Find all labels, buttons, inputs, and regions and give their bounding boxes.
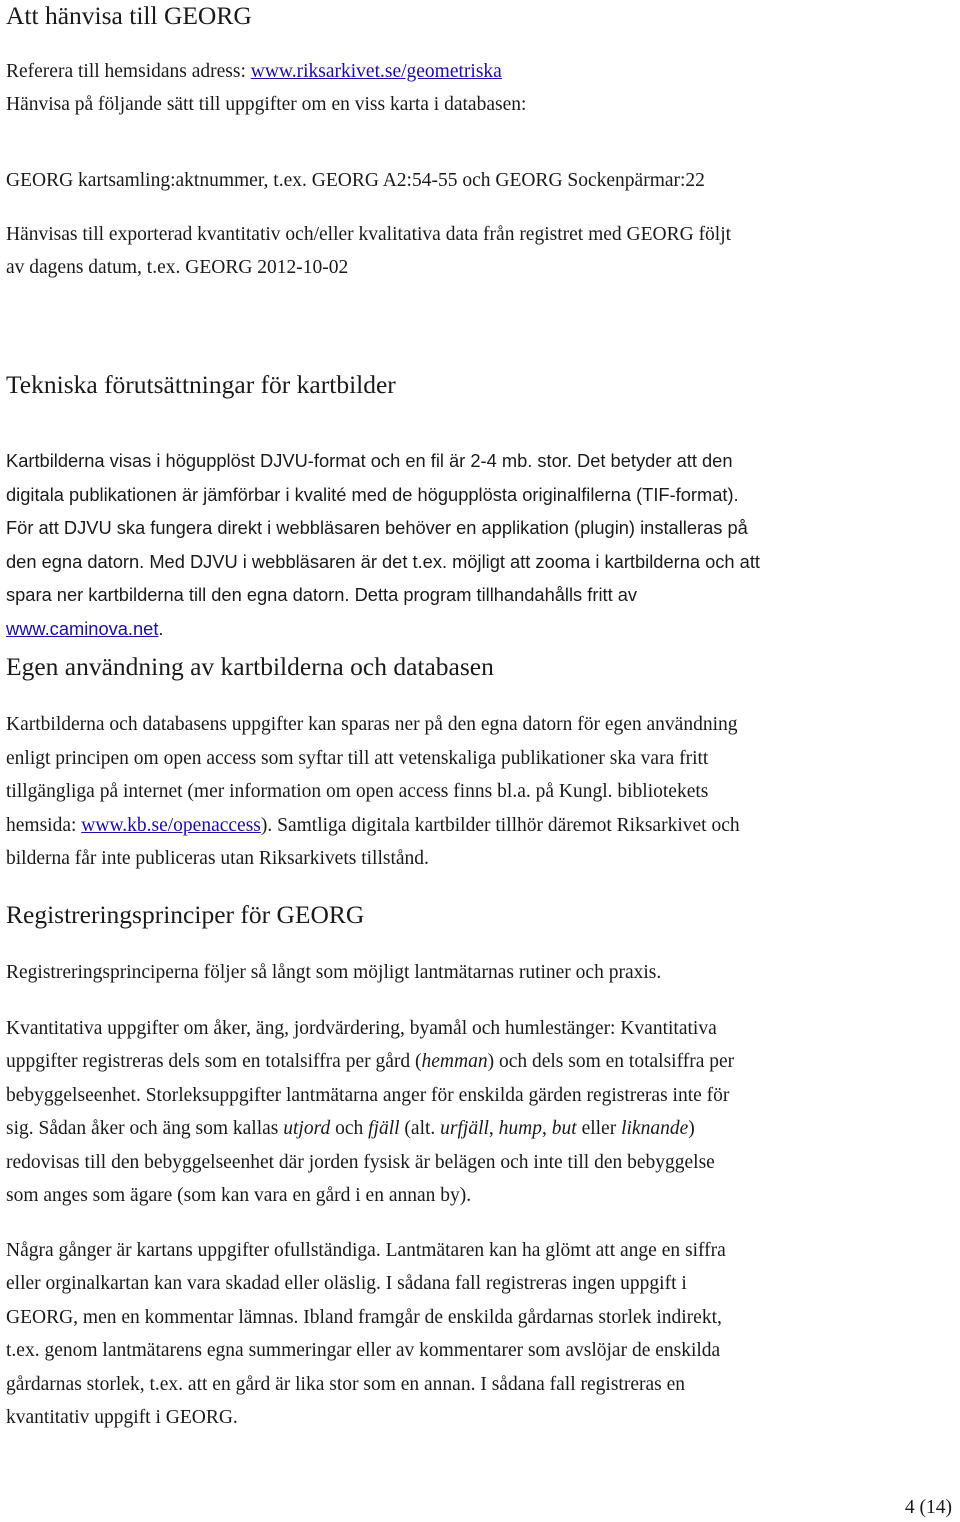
technical-line-4: den egna datorn. Med DJVU i webbläsaren är det t.ex. möjligt att zooma i kartbilderna och att <box>6 551 760 573</box>
section-heading-citation: Att hänvisa till GEORG <box>6 1 252 30</box>
citation-instruction: Hänvisa på följande sätt till uppgifter om en viss karta i databasen: <box>6 94 527 115</box>
quantitative-line-4 <box>6 1112 695 1145</box>
italic-term-liknande: liknande <box>621 1118 689 1139</box>
usage-line-4-suffix: ). Samtliga digitala kartbilder tillhör däremot Riksarkivet och <box>260 815 740 836</box>
quantitative-line-5: redovisas till den bebyggelseenhet där jorden fysisk är belägen och inte till den bebyggelse <box>6 1152 715 1173</box>
technical-line-6 <box>6 612 164 645</box>
quantitative-line-1: Kvantitativa uppgifter om åker, äng, jordvärdering, byamål och humlestänger: Kvantitativa <box>6 1018 717 1039</box>
technical-line-1: Kartbilderna visas i högupplöst DJVU-format och en fil är 2-4 mb. stor. Det betyder att den <box>6 450 733 472</box>
usage-line-5: bilderna får inte publiceras utan Riksarkivets tillstånd. <box>6 848 429 869</box>
incomplete-line-6: kvantitativ uppgift i GEORG. <box>6 1407 238 1428</box>
page-number: 4 (14) <box>904 1497 952 1518</box>
incomplete-line-2: eller orginalkartan kan vara skadad eller oläslig. I sådana fall registreras ingen uppgift i <box>6 1273 687 1294</box>
caminova-link-suffix: . <box>158 618 164 640</box>
registration-intro: Registreringsprinciperna följer så långt som möjligt lantmätarnas rutiner och praxis. <box>6 962 662 983</box>
text-run: och <box>330 1118 369 1139</box>
quantitative-line-6: som anges som ägare (som kan vara en gård i en annan by). <box>6 1185 472 1206</box>
text-run: eller <box>576 1118 622 1139</box>
incomplete-line-5: gårdarnas storlek, t.ex. att en gård är lika stor som en annan. I sådana fall registreras en <box>6 1374 685 1395</box>
section-heading-usage: Egen användning av kartbilderna och databasen <box>6 652 494 681</box>
citation-example: GEORG kartsamling:aktnummer, t.ex. GEORG A2:54-55 och GEORG Sockenpärmar:22 <box>6 170 705 191</box>
italic-term-hump: hump <box>498 1118 543 1139</box>
export-citation-line-2: av dagens datum, t.ex. GEORG 2012-10-02 <box>6 257 349 278</box>
text-run: uppgifter registreras dels som en totalsiffra per gård ( <box>6 1051 422 1072</box>
text-run: ) <box>688 1118 695 1139</box>
incomplete-line-1: Några gånger är kartans uppgifter ofullständiga. Lantmätaren kan ha glömt att ange en siffra <box>6 1240 726 1261</box>
text-run: , <box>488 1118 499 1139</box>
caminova-link[interactable]: www.caminova.net <box>6 618 159 640</box>
incomplete-line-4: t.ex. genom lantmätarens egna summeringar eller av kommentarer som avslöjar de enskilda <box>6 1340 721 1361</box>
technical-line-2: digitala publikationen är jämförbar i kvalité med de högupplösta originalfilerna (TIF-format). <box>6 484 739 506</box>
italic-term-but: but <box>551 1118 577 1139</box>
usage-line-2: enligt principen om open access som syftar till att vetenskaliga publikationer ska vara fritt <box>6 748 709 769</box>
incomplete-line-3: GEORG, men en kommentar lämnas. Ibland framgår de enskilda gårdarnas storlek indirekt, <box>6 1307 722 1328</box>
section-heading-registration: Registreringsprinciper för GEORG <box>6 900 365 929</box>
usage-line-4-prefix: hemsida: <box>6 815 82 836</box>
technical-line-5: spara ner kartbilderna till den egna datorn. Detta program tillhandahålls fritt av <box>6 584 638 606</box>
italic-term-fjall: fjäll <box>368 1118 400 1139</box>
usage-line-3: tillgängliga på internet (mer information om open access finns bl.a. på Kungl. bibliotekets <box>6 781 709 802</box>
reference-prefix: Referera till hemsidans adress: <box>6 61 251 82</box>
export-citation-line-1: Hänvisas till exporterad kvantitativ och/eller kvalitativa data från registret med GEORG följt <box>6 224 732 245</box>
reference-line <box>6 55 502 88</box>
usage-line-4 <box>6 809 740 842</box>
italic-term-hemman: hemman <box>421 1051 488 1072</box>
kb-openaccess-link[interactable]: www.kb.se/openaccess <box>81 815 261 836</box>
text-run: ) och dels som en totalsiffra per <box>487 1051 735 1072</box>
section-heading-technical: Tekniska förutsättningar för kartbilder <box>6 370 396 399</box>
technical-line-3: För att DJVU ska fungera direkt i webbläsaren behöver en applikation (plugin) installeras på <box>6 517 748 539</box>
quantitative-line-2 <box>6 1045 734 1078</box>
text-run: (alt. <box>399 1118 441 1139</box>
riksarkivet-link[interactable]: www.riksarkivet.se/geometriska <box>250 61 502 82</box>
text-run: , <box>542 1118 552 1139</box>
usage-line-1: Kartbilderna och databasens uppgifter kan sparas ner på den egna datorn för egen användning <box>6 714 738 735</box>
italic-term-urfjall: urfjäll <box>440 1118 489 1139</box>
text-run: sig. Sådan åker och äng som kallas <box>6 1118 284 1139</box>
italic-term-utjord: utjord <box>283 1118 331 1139</box>
quantitative-line-3: bebyggelseenhet. Storleksuppgifter lantmätarna anger för enskilda gärden registreras inte för <box>6 1085 730 1106</box>
